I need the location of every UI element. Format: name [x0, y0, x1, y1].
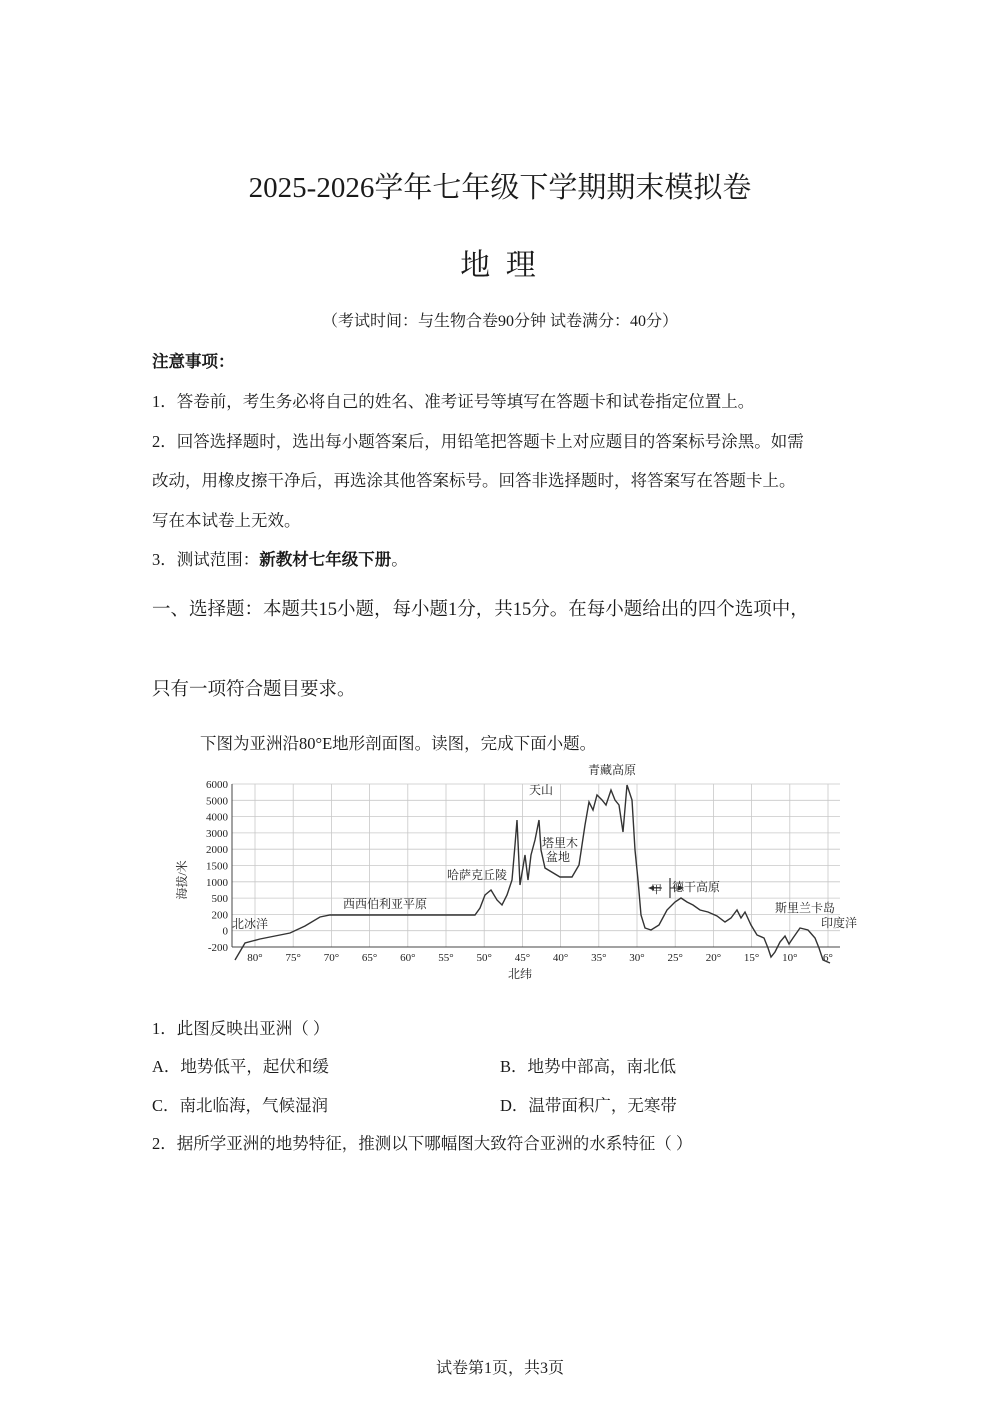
- annotation-indian-ocean: 印度洋: [821, 916, 858, 930]
- y-tick-label: 1500: [206, 860, 228, 873]
- notice-heading: 注意事项：: [152, 352, 235, 371]
- y-tick-label: 6000: [206, 779, 228, 791]
- y-tick-label: 0: [222, 925, 228, 938]
- annotation-deccan-plateau: 德干高原: [672, 880, 721, 894]
- question-2-stem: 2．据所学亚洲的地势特征，推测以下哪幅图大致符合亚洲的水系特征（ ）: [152, 1134, 693, 1153]
- y-tick-labels: [206, 779, 229, 954]
- question-1-option-b[interactable]: B．地势中部高，南北低: [500, 1057, 677, 1076]
- subject-title: 地 理: [460, 249, 540, 282]
- x-tick-label: 30°: [629, 952, 645, 964]
- x-tick-label: 75°: [285, 952, 301, 964]
- y-tick-label: 3000: [206, 827, 228, 840]
- x-tick-label: 55°: [438, 952, 454, 964]
- y-tick-label: 4000: [206, 811, 228, 824]
- section-1-line-2: 只有一项符合题目要求。: [152, 680, 356, 700]
- annotation-sri-lanka: 斯里兰卡岛: [775, 901, 836, 915]
- x-tick-label: 35°: [591, 952, 607, 964]
- annotation-tianshan: 天山: [529, 783, 554, 797]
- exam-title: 2025-2026学年七年级下学期期末模拟卷: [248, 172, 752, 204]
- question-1-option-a[interactable]: A．地势低平，起伏和缓: [152, 1057, 329, 1076]
- x-tick-label: 80°: [247, 952, 263, 964]
- question-1-option-c[interactable]: C．南北临海，气候湿润: [152, 1096, 329, 1115]
- y-tick-label: 5000: [206, 795, 228, 808]
- y-tick-label: 500: [211, 893, 228, 906]
- chart-grid: [232, 784, 840, 947]
- question-1-stem: 1．此图反映出亚洲（ ）: [152, 1019, 330, 1038]
- x-tick-label: 70°: [323, 952, 340, 964]
- x-tick-label: 25°: [667, 952, 683, 964]
- notice-item-3: [152, 546, 408, 570]
- annotation-jia: 甲: [651, 884, 662, 896]
- notice-item-3-prefix: 3．测试范围：: [152, 550, 260, 569]
- question-1-option-d[interactable]: D．温带面积广，无寒带: [500, 1096, 677, 1115]
- annotation-arctic-ocean: 北冰洋: [232, 917, 269, 931]
- x-tick-label: 6°: [823, 952, 833, 964]
- notice-item-1: 1．答卷前，考生务必将自己的姓名、准考证号等填写在答题卡和试卷指定位置上。: [152, 392, 755, 411]
- section-1-line-1: 一、选择题：本题共15小题，每小题1分，共15分。在每小题给出的四个选项中，: [152, 600, 809, 620]
- x-tick-label: 40°: [552, 952, 569, 964]
- x-tick-label: 45°: [514, 952, 531, 964]
- x-axis-label: 北纬: [507, 967, 533, 981]
- x-tick-label: 15°: [743, 952, 760, 964]
- x-tick-label: 50°: [476, 952, 492, 964]
- notice-item-3-suffix: 。: [391, 550, 408, 569]
- annotation-kazakh-uplands: 哈萨克丘陵: [447, 868, 508, 882]
- x-tick-label: 20°: [705, 952, 722, 964]
- annotation-tarim: 塔里木: [542, 836, 579, 850]
- y-tick-label: 1000: [206, 876, 228, 889]
- chart-intro: 下图为亚洲沿80°E地形剖面图。读图，完成下面小题。: [200, 734, 597, 753]
- terrain-profile-line: [235, 785, 830, 963]
- annotation-tibetan-plateau: 青藏高原: [588, 763, 637, 777]
- x-tick-label: 60°: [400, 952, 416, 964]
- annotation-west-siberian-plain: 西西伯利亚平原: [343, 897, 428, 911]
- notice-item-2-line-1: 2．回答选择题时，选出每小题答案后，用铅笔把答题卡上对应题目的答案标号涂黑。如需: [152, 432, 804, 451]
- notice-item-2-line-2: 改动，用橡皮擦干净后，再选涂其他答案标号。回答非选择题时，将答案写在答题卡上。: [152, 471, 796, 490]
- notice-item-3-scope: 新教材七年级下册: [259, 550, 392, 569]
- x-tick-label: 65°: [361, 952, 378, 964]
- page-footer: 试卷第1页，共3页: [435, 1360, 564, 1377]
- y-tick-label: 200: [211, 909, 228, 922]
- annotation-basin: 盆地: [546, 850, 571, 864]
- y-tick-label: 2000: [206, 844, 228, 857]
- y-axis-label: 海拔/米: [175, 860, 189, 900]
- terrain-profile-chart: [175, 760, 875, 985]
- x-tick-labels: [247, 952, 833, 964]
- notice-item-2-line-3: 写在本试卷上无效。: [152, 511, 301, 530]
- y-tick-label: -200: [207, 942, 228, 954]
- exam-info: （考试时间：与生物合卷90分钟 试卷满分：40分）: [321, 313, 678, 330]
- x-tick-label: 10°: [782, 952, 798, 964]
